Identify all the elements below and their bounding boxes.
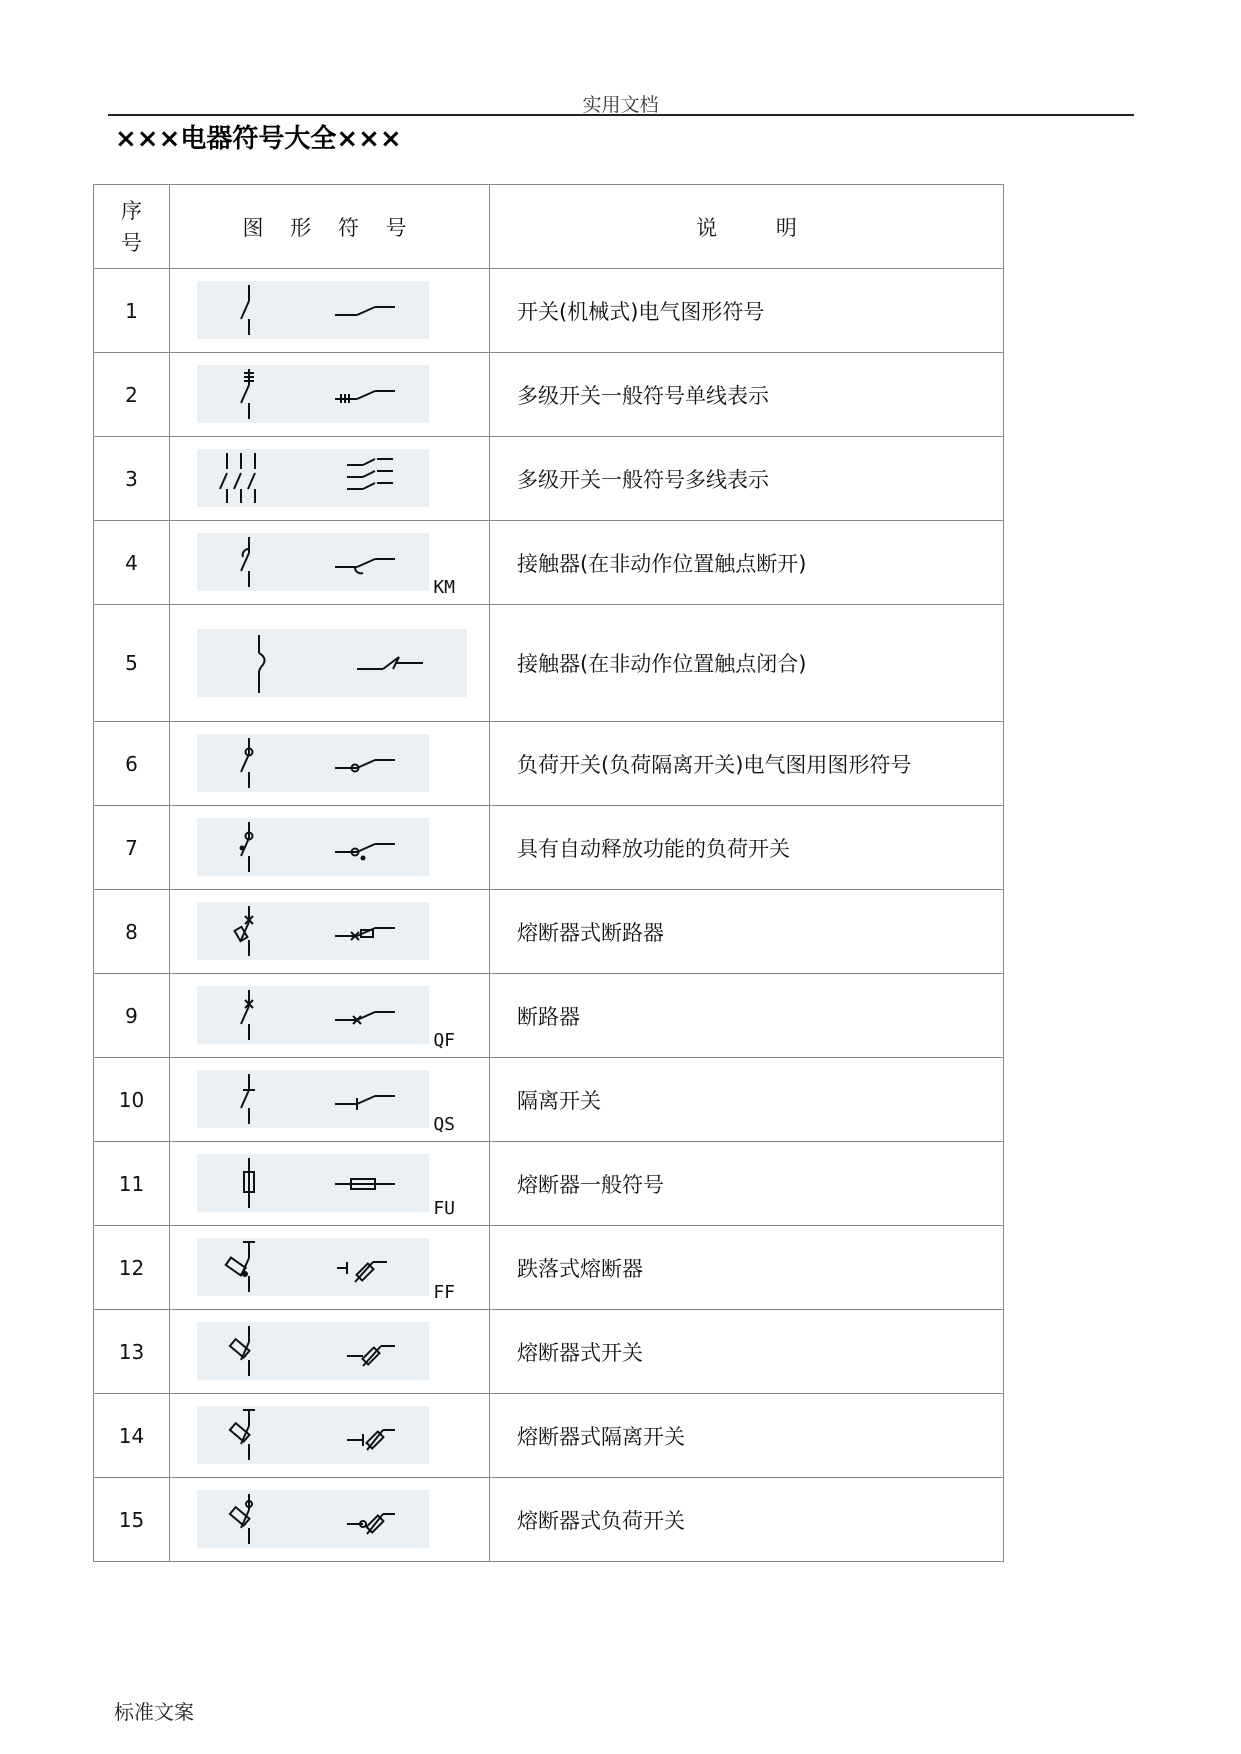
row-description: 断路器 xyxy=(490,974,1004,1058)
row-description: 接触器(在非动作位置触点闭合) xyxy=(490,605,1004,722)
fuse-switch-icon xyxy=(197,1322,429,1380)
row-symbol xyxy=(170,1478,490,1562)
row-description: 多级开关一般符号多线表示 xyxy=(490,437,1004,521)
multipole-switch-multi-line-icon xyxy=(197,449,429,507)
row-symbol xyxy=(170,1310,490,1394)
row-description: 熔断器式开关 xyxy=(490,1310,1004,1394)
row-symbol xyxy=(170,1142,490,1226)
row-code-label: QS xyxy=(433,1114,455,1135)
row-index: 10 xyxy=(94,1058,170,1142)
row-index: 13 xyxy=(94,1310,170,1394)
row-symbol xyxy=(170,722,490,806)
page-title: ×××电器符号大全××× xyxy=(115,124,402,154)
page-footer: 标准文案 xyxy=(114,1700,194,1724)
row-symbol xyxy=(170,1058,490,1142)
row-index: 4 xyxy=(94,521,170,605)
page-header: 实用文档 xyxy=(582,94,659,116)
row-symbol xyxy=(170,437,490,521)
row-index: 8 xyxy=(94,890,170,974)
row-index: 3 xyxy=(94,437,170,521)
row-index: 5 xyxy=(94,605,170,722)
row-description: 熔断器式负荷开关 xyxy=(490,1478,1004,1562)
disconnector-icon xyxy=(197,1070,429,1128)
row-description: 隔离开关 xyxy=(490,1058,1004,1142)
table-row xyxy=(94,1310,1004,1394)
header-rule xyxy=(108,114,1134,116)
row-index: 12 xyxy=(94,1226,170,1310)
row-description: 跌落式熔断器 xyxy=(490,1226,1004,1310)
row-symbol xyxy=(170,1226,490,1310)
fuse-icon xyxy=(197,1154,429,1212)
row-description: 熔断器一般符号 xyxy=(490,1142,1004,1226)
table-row xyxy=(94,1058,1004,1142)
row-code-label: FU xyxy=(433,1198,455,1219)
row-symbol xyxy=(170,974,490,1058)
table-row xyxy=(94,269,1004,353)
table-row xyxy=(94,521,1004,605)
table-row xyxy=(94,974,1004,1058)
row-index: 2 xyxy=(94,353,170,437)
table-header-row xyxy=(94,185,1004,269)
table-row xyxy=(94,722,1004,806)
mechanical-switch-icon xyxy=(197,281,429,339)
row-description: 负荷开关(负荷隔离开关)电气图用图形符号 xyxy=(490,722,1004,806)
row-symbol xyxy=(170,521,490,605)
fuse-disconnector-icon xyxy=(197,1406,429,1464)
row-index: 7 xyxy=(94,806,170,890)
header-symbol: 图 形 符 号 xyxy=(170,185,490,269)
row-description: 接触器(在非动作位置触点断开) xyxy=(490,521,1004,605)
header-index-line1: 序 xyxy=(121,198,142,223)
row-description: 熔断器式断路器 xyxy=(490,890,1004,974)
table-row xyxy=(94,437,1004,521)
row-index: 6 xyxy=(94,722,170,806)
table-row xyxy=(94,890,1004,974)
table-row xyxy=(94,1394,1004,1478)
table-row xyxy=(94,806,1004,890)
row-symbol xyxy=(170,269,490,353)
multipole-switch-single-line-icon xyxy=(197,365,429,423)
row-code-label: FF xyxy=(433,1282,455,1303)
row-symbol xyxy=(170,890,490,974)
row-description: 熔断器式隔离开关 xyxy=(490,1394,1004,1478)
fuse-load-switch-icon xyxy=(197,1490,429,1548)
header-index xyxy=(94,185,170,269)
auto-release-load-switch-icon xyxy=(197,818,429,876)
fuse-circuit-breaker-icon xyxy=(197,902,429,960)
row-index: 1 xyxy=(94,269,170,353)
row-index: 11 xyxy=(94,1142,170,1226)
contactor-nc-icon xyxy=(197,629,467,697)
table-row xyxy=(94,1478,1004,1562)
row-index: 14 xyxy=(94,1394,170,1478)
symbol-table xyxy=(93,184,1004,1562)
row-symbol xyxy=(170,806,490,890)
row-symbol xyxy=(170,605,490,722)
row-code-label: QF xyxy=(433,1030,455,1051)
table-row xyxy=(94,1142,1004,1226)
drop-out-fuse-icon xyxy=(197,1238,429,1296)
header-description: 说 明 xyxy=(490,185,1004,269)
contactor-no-icon xyxy=(197,533,429,591)
row-index: 9 xyxy=(94,974,170,1058)
row-description: 具有自动释放功能的负荷开关 xyxy=(490,806,1004,890)
table-row xyxy=(94,1226,1004,1310)
row-symbol xyxy=(170,1394,490,1478)
row-code-label: KM xyxy=(433,577,455,598)
table-row xyxy=(94,605,1004,722)
row-description: 多级开关一般符号单线表示 xyxy=(490,353,1004,437)
header-index-line2: 号 xyxy=(121,230,142,255)
load-switch-icon xyxy=(197,734,429,792)
table-row xyxy=(94,353,1004,437)
circuit-breaker-icon xyxy=(197,986,429,1044)
row-description: 开关(机械式)电气图形符号 xyxy=(490,269,1004,353)
row-index: 15 xyxy=(94,1478,170,1562)
row-symbol xyxy=(170,353,490,437)
